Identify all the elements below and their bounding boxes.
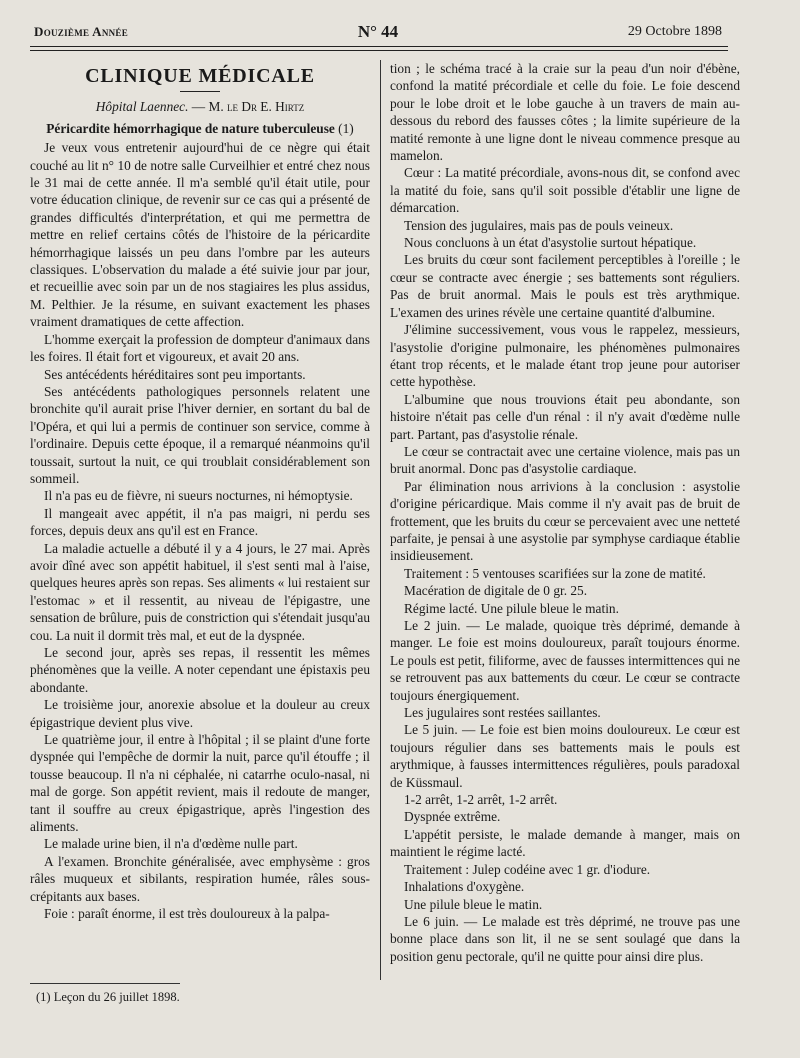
page-header [34,22,722,46]
paragraph: A l'examen. Bronchite généralisée, avec emphysème : gros râles muqueux et sibilants, respiration humée, râles sous-crépitants aux bases. [30,853,370,904]
footnote-rule [30,983,180,984]
paragraph: Le cœur se contractait avec une certaine violence, mais pas un bruit anormal. Donc pas d'asystolie cardiaque. [390,443,740,477]
paragraph: Ses antécédents héréditaires sont peu importants. [44,366,306,382]
paragraph: Nous concluons à un état d'asystolie surtout hépatique. [404,235,697,251]
paragraph: Dyspnée extrême. [404,809,501,825]
paragraph: Le 5 juin. — Le foie est bien moins douloureux. Le cœur est toujours régulier dans ses battements mais le pouls est arythmique, à fausses intermittences régulières, pouls paradoxal de Küssmaul. [390,722,740,790]
paragraph: Inhalations d'oxygène. [404,879,525,895]
paragraph: Il mangeait avec appétit, il n'a pas maigri, ni perdu ses forces, depuis deux ans qu'il est en France. [30,505,370,539]
hospital-name: Hôpital Laennec. [95,99,189,115]
header-issue-number: N° 44 [357,22,399,41]
article-title-text: Péricardite hémorrhagique de nature tuberculeuse [46,120,335,136]
paragraph: Le quatrième jour, il entre à l'hôpital ; il se plaint d'une forte dyspnée qui l'empêche de dormir la nuit, parce qu'il étouffe ; il tousse beaucoup. Il n'a ni céphalée, ni catarrhe oculo-nasal, ni mal de gorge. Son appétit revient, mais il redoute de manger, tant il souffre au creux épigastrique, après l'ingestion des aliments. [30,732,370,835]
header-rule-thin [30,50,728,51]
paragraph: Je veux vous entretenir aujourd'hui de ce nègre qui était couché au lit n° 10 de notre salle Curveilhier et entré chez nous le 31 mai de cette année. Il m'a semblé qu'il était utile, pour votre éducation clinique, de revenir sur ce cas qui a présenté de grandes difficultés d'interprétation, et qui me permettra de mettre en relief certains côtés de l'histoire de la péricardite hémorrhagique laissés un peu dans l'ombre par les auteurs classiques. L'observation du malade a été suivie jour par jour, et recueillie avec soin par un de nos stagiaires les plus assidus, M. Pelthier. Je la résume, en suivant exactement les phases vraiment dramatiques de cette affection. [30,140,370,330]
paragraph: Les jugulaires sont restées saillantes. [404,705,601,721]
paragraph: 1-2 arrêt, 1-2 arrêt, 1-2 arrêt. [404,792,558,808]
paragraph: La maladie actuelle a débuté il y a 4 jours, le 27 mai. Après avoir dîné avec son appétit habituel, il s'est senti mal à l'aise, quelques heures après son repas. Ses aliments « lui restaient sur l'estomac » et il ressentit, au niveau de l'épigastre, une sensation de brûlure, puis de constriction qui s'étendait jusqu'au cou. La nuit il dormit très mal, et eut de la dyspnée. [30,540,370,643]
author-name: — M. le Dr E. Hirtz [191,99,305,115]
paragraph: L'albumine que nous trouvions était peu abondante, son histoire n'était pas celle d'un rénal : il n'y avait d'œdème nulle part. Partant, pas d'asystolie rénale. [390,391,740,442]
footnote: (1) Leçon du 26 juillet 1898. [36,990,180,1004]
byline [30,98,370,115]
right-paragraphs [390,60,740,965]
paragraph: Le 6 juin. — Le malade est très déprimé, ne trouve pas une bonne place dans son lit, il ne se sent soulagé que dans la position genu pectorale, qu'il ne quitte pour ainsi dire plus. [390,913,740,964]
left-column [30,60,370,923]
paragraph: Une pilule bleue le matin. [404,896,543,912]
paragraph: L'appétit persiste, le malade demande à manger, mais on maintient le régime lacté. [390,826,740,860]
paragraph: Cœur : La matité précordiale, avons-nous dit, se confond avec la matité du foie, sans qu'il soit possible d'établir une ligne de démarcation. [390,165,740,216]
paragraph: Le troisième jour, anorexie absolue et la douleur au creux épigastrique devient plus vive. [30,697,370,730]
paragraph: Ses antécédents pathologiques personnels relatent une bronchite qu'il aurait prise l'hiver dernier, en sortant du bal de l'Opéra, et qui lui a permis de continuer son service, comme à l'ordinaire. Depuis cette époque, il a remarqué néanmoins qu'il toussait, surtout la nuit, ce qui troublait considérablement son sommeil. [30,383,370,486]
paragraph: Il n'a pas eu de fièvre, ni sueurs nocturnes, ni hémoptysie. [44,488,353,504]
footnote-ref: (1) [338,120,354,136]
paragraph: Macération de digitale de 0 gr. 25. [404,583,588,599]
paragraph: Le 2 juin. — Le malade, quoique très déprimé, demande à manger. Le foie est moins douloureux, paraît toujours énorme. Le pouls est petit, filiforme, avec de fausses intermittences qui ne se retrouvent pas aux battements du cœur. Le cœur se contracte toujours énergiquement. [390,618,740,703]
section-title: CLINIQUE MÉDICALE [85,65,315,87]
header-year: Douzième Année [34,24,129,39]
paragraph: Traitement : 5 ventouses scarifiées sur la zone de matité. [404,565,706,581]
paragraph: Foie : paraît énorme, il est très douloureux à la palpa- [44,906,330,922]
header-date: 29 Octobre 1898 [627,24,722,39]
paragraph: tion ; le schéma tracé à la craie sur la peau d'un noir d'ébène, confond la matité précordiale et celle du foie. Le foie descend pour le lobe droit et le lobe gauche à un travers de main au-dessous du rebord des fausses côtes ; la limite supérieure de la matité remonte à une ligne dont le niveau commence presque au mamelon. [390,61,740,164]
paragraph: L'homme exerçait la profession de dompteur d'animaux dans les foires. Il était fort et vigoureux, et avait 20 ans. [30,331,370,365]
title-rule [180,91,220,92]
header-rule [30,46,728,47]
paragraph: Par élimination nous arrivions à la conclusion : asystolie d'origine péricardique. Mais comme il n'y avait pas de bruit de frottement, que les bruits du cœur se percevaient avec une netteté parfaite, je pensai à une asystolie par symphyse cardiaque établie insidieusement. [390,478,740,564]
article-title [30,120,370,137]
left-paragraphs [30,139,370,922]
paragraph: Régime lacté. Une pilule bleue le matin. [404,600,619,616]
paragraph: Le second jour, après ses repas, il ressentit les mêmes phénomènes que la veille. A noter cependant une épistaxis peu abondante. [30,645,370,695]
right-column [390,60,740,965]
paragraph: J'élimine successivement, vous vous le rappelez, messieurs, l'asystolie d'origine pulmonaire, les phénomènes pulmonaires étant trop récents, et le malade étant trop jeune pour autoriser cette hypothèse. [390,322,740,390]
paragraph: Le malade urine bien, il n'a d'œdème nulle part. [44,836,298,852]
column-divider [380,60,381,980]
paragraph: Les bruits du cœur sont facilement perceptibles à l'oreille ; le cœur se contracte avec énergie ; ses battements sont réguliers. Pas de bruit anormal. Mais le pouls est très arythmique. L'examen des urines révèle une certaine quantité d'albumine. [390,252,740,320]
paragraph: Tension des jugulaires, mais pas de pouls veineux. [404,217,674,233]
paragraph: Traitement : Julep codéine avec 1 gr. d'iodure. [404,861,651,877]
